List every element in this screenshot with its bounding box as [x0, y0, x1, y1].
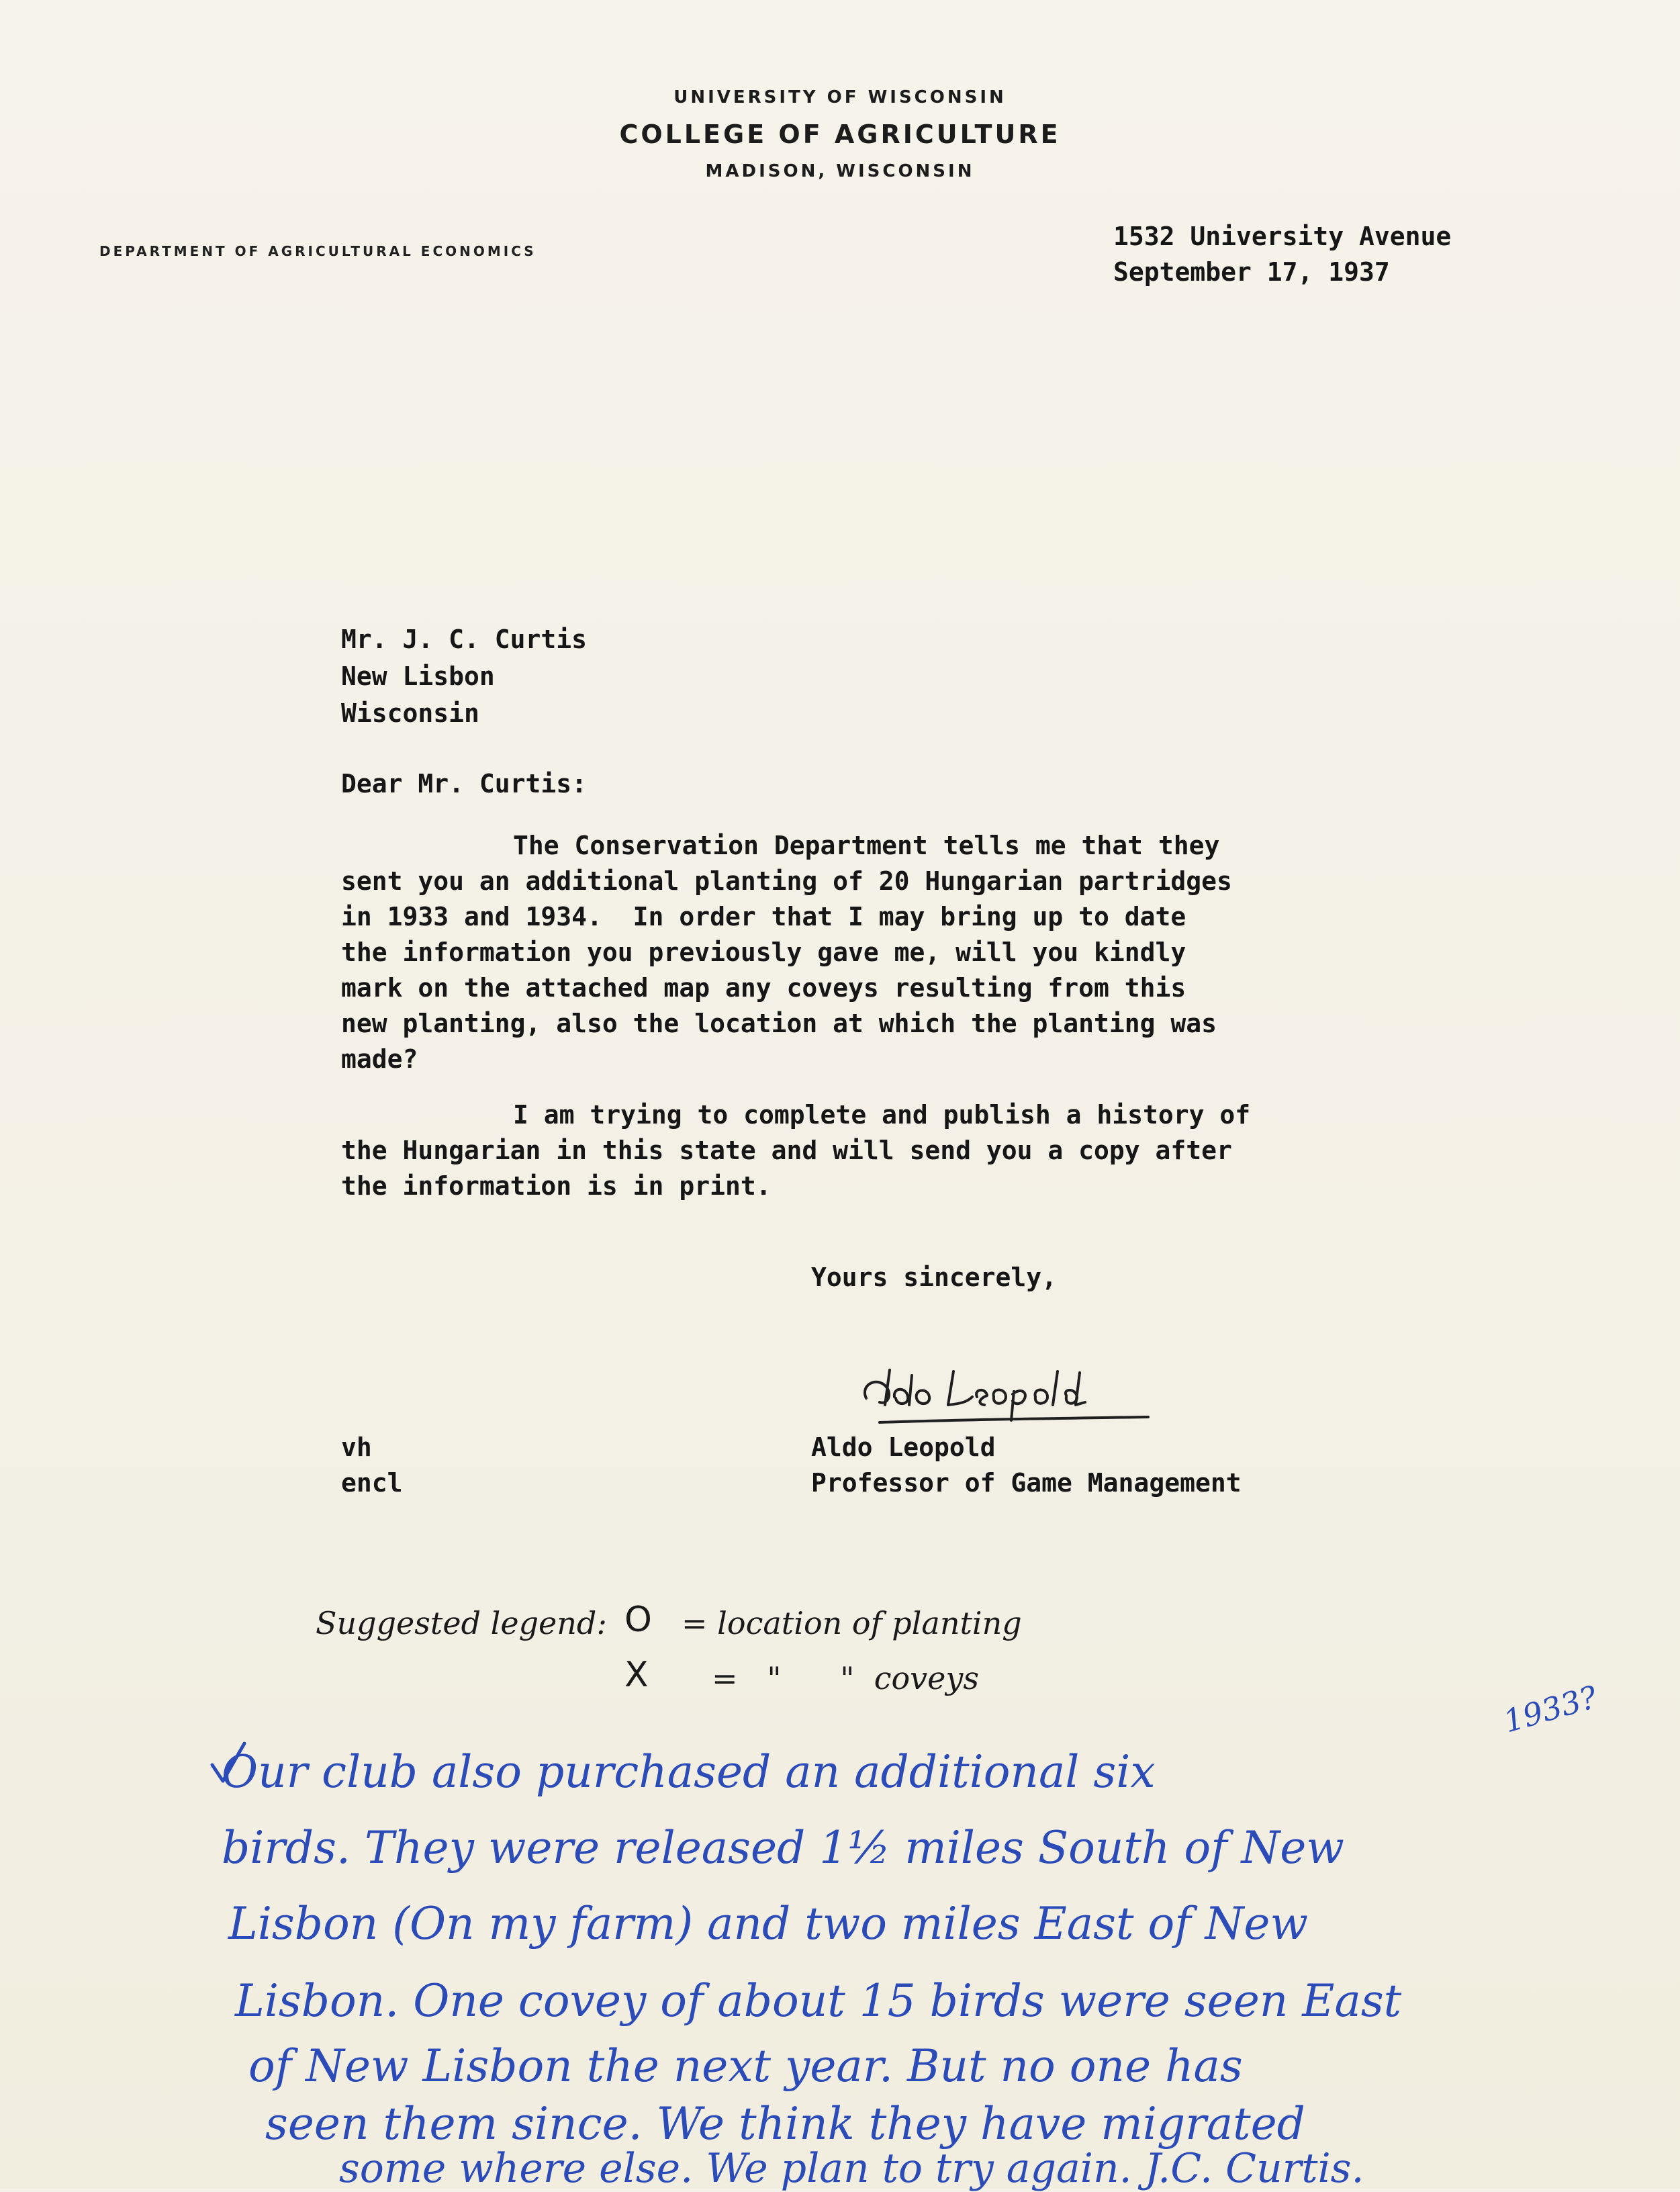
- recipient-city: New Lisbon: [341, 661, 495, 691]
- letterhead-city: MADISON, WISCONSIN: [705, 161, 975, 181]
- letterhead-college: COLLEGE OF AGRICULTURE: [619, 120, 1061, 149]
- body-line: the information is in print.: [341, 1171, 772, 1201]
- typist-initials: vh: [341, 1432, 372, 1462]
- sender-street: 1532 University Avenue: [1113, 222, 1452, 251]
- handwritten-note-line: Lisbon. One covey of about 15 birds were seen East: [235, 1975, 1402, 2027]
- legend-o-description: = location of planting: [682, 1605, 1022, 1641]
- handwritten-note-line: birds. They were released 1½ miles South of New: [222, 1822, 1344, 1874]
- letterhead-department: DEPARTMENT OF AGRICULTURAL ECONOMICS: [99, 243, 536, 259]
- enclosure-note: encl: [341, 1468, 403, 1498]
- body-line: I am trying to complete and publish a history of: [513, 1100, 1251, 1130]
- handwritten-note-line: seen them since. We think they have migrated: [265, 2098, 1305, 2150]
- recipient-name: Mr. J. C. Curtis: [341, 625, 588, 654]
- handwritten-note-line: Lisbon (On my farm) and two miles East of New: [228, 1898, 1308, 1950]
- body-line: made?: [341, 1044, 418, 1074]
- legend-o-symbol: O: [624, 1600, 652, 1640]
- handwritten-year-annotation: 1933?: [1499, 1678, 1601, 1740]
- handwritten-note-line: Our club also purchased an additional six: [222, 1746, 1156, 1798]
- body-line: The Conservation Department tells me that they: [513, 831, 1220, 860]
- body-line: the information you previously gave me, will you kindly: [341, 938, 1186, 967]
- signatory-title: Professor of Game Management: [811, 1468, 1242, 1498]
- salutation: Dear Mr. Curtis:: [341, 769, 588, 798]
- legend-x-description: = " " coveys: [712, 1660, 979, 1696]
- legend-label: Suggested legend:: [316, 1605, 607, 1641]
- closing: Yours sincerely,: [811, 1263, 1058, 1292]
- letterhead-university: UNIVERSITY OF WISCONSIN: [673, 87, 1007, 107]
- handwritten-signature: [853, 1357, 1168, 1427]
- body-line: in 1933 and 1934. In order that I may bring up to date: [341, 902, 1186, 931]
- handwritten-note-line: of New Lisbon the next year. But no one has: [248, 2040, 1243, 2092]
- signatory-name: Aldo Leopold: [811, 1432, 996, 1462]
- body-line: mark on the attached map any coveys resulting from this: [341, 973, 1186, 1003]
- legend-x-symbol: X: [624, 1655, 649, 1695]
- recipient-state: Wisconsin: [341, 698, 479, 728]
- letter-date: September 17, 1937: [1113, 257, 1390, 287]
- handwritten-note-line: some where else. We plan to try again. J.C. Curtis.: [339, 2145, 1364, 2192]
- body-line: new planting, also the location at which the planting was: [341, 1009, 1217, 1038]
- body-line: sent you an additional planting of 20 Hungarian partridges: [341, 866, 1232, 896]
- body-line: the Hungarian in this state and will send you a copy after: [341, 1136, 1232, 1165]
